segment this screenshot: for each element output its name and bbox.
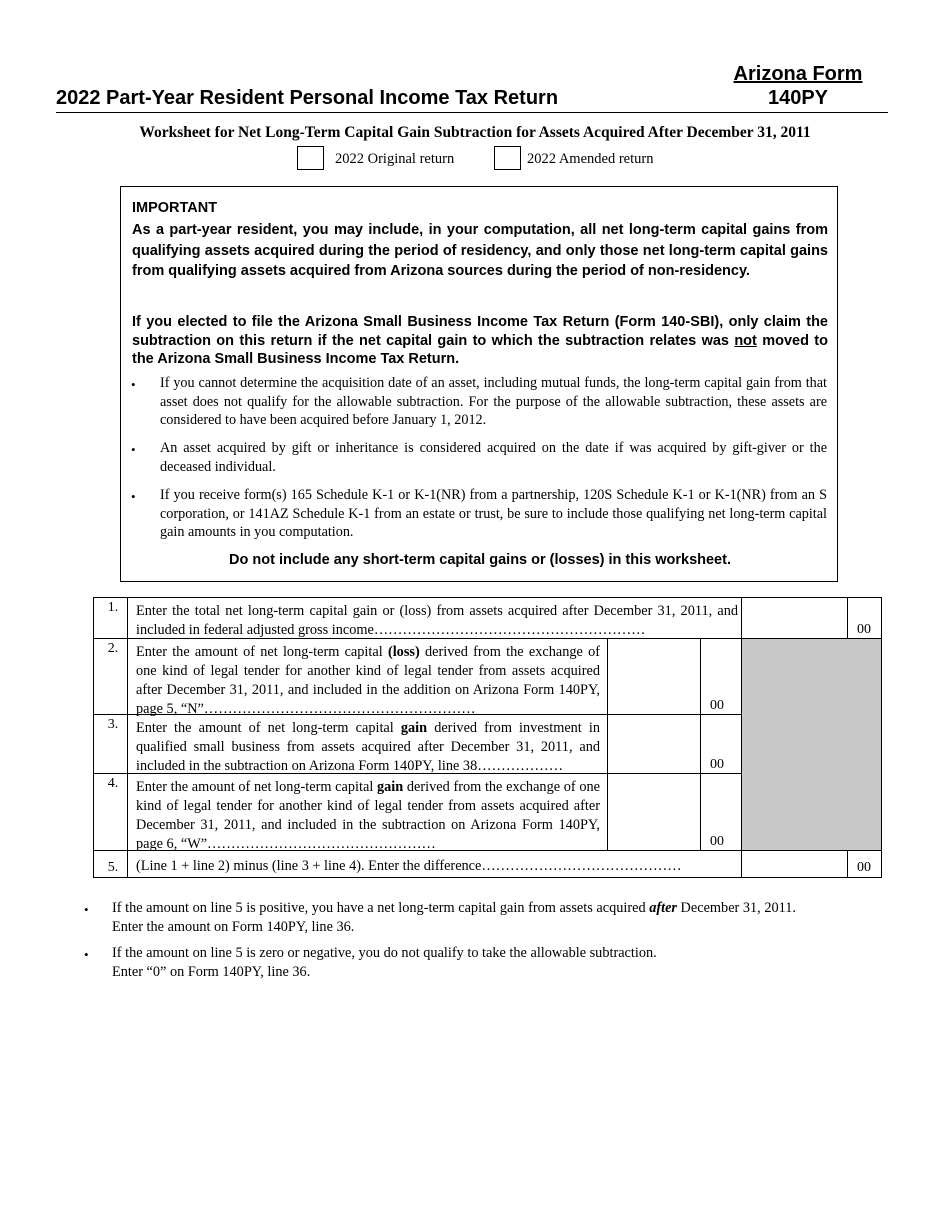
amended-return-checkbox[interactable] (494, 146, 521, 170)
line-4-text-b: derived from the exchange of one kind of legal tender for another kind of legal tender from assets acquired after December 31, 2011, and included in the subtraction on Arizona Form 140PY, page 6, “W” (136, 779, 600, 852)
note-2-text-a: If the amount on line 5 is zero or negative, you do not qualify to take the allowable subtraction. (112, 945, 657, 961)
line-5-text: (Line 1 + line 2) minus (line 3 + line 4). Enter the difference (136, 858, 482, 874)
line-3-text-a: Enter the amount of net long-term capital (136, 720, 401, 736)
line-2-text-b: derived from the exchange of one kind of legal tender for another kind of legal tender from assets acquired after December 31, 2011, and included in the addition on Arizona Form 140PY, page 5, “N” (136, 644, 600, 717)
line-4-dollars-input[interactable] (608, 774, 699, 849)
note-2-text-b: Enter “0” on Form 140PY, line 36. (112, 963, 311, 980)
bullet-icon: • (131, 442, 136, 457)
line-5-leader: …………………………………… (481, 858, 682, 874)
worksheet-title: Worksheet for Net Long-Term Capital Gain Subtraction for Assets Acquired After December 31, 2011 (139, 124, 811, 141)
line-3-text-b: derived from investment in qualified small business from assets acquired after December 31, 2011, and included in the subtraction on Arizona Form 140PY, line 38 (136, 720, 601, 774)
form-number: 140PY (767, 87, 829, 109)
bullet-icon: • (84, 947, 89, 962)
para2-text-a: If you elected to file the Arizona Small Business Income Tax Return (Form 140-SBI), only claim the subtraction on this return if the net capital gain to which the subtraction relates was (132, 314, 828, 349)
line-5-cents: 00 (857, 860, 871, 875)
bullet-icon: • (131, 377, 136, 392)
line-text (136, 602, 738, 640)
line-5-dollars-input[interactable] (742, 851, 846, 876)
important-bullet-3: If you receive form(s) 165 Schedule K-1 or K-1(NR) from a partnership, 120S Schedule K-1 or K-1(NR) from an S corporation, or 141AZ Schedule K-1 from an estate or trust, be sure to include those qualifying net long-term capital gain amounts in you computation. (160, 487, 827, 540)
table-rule (700, 638, 701, 850)
line-2-leader: ………………………………………………… (203, 701, 476, 717)
line-4-leader: ………………………………………… (207, 836, 436, 852)
line-text (136, 719, 600, 776)
table-rule (741, 597, 742, 878)
form-name-line1: Arizona Form (733, 63, 863, 85)
table-rule (93, 597, 94, 878)
para2-text-b: moved to the Arizona Small Business Income Tax Return. (132, 332, 828, 367)
line-number: 5. (107, 860, 119, 875)
page-title: 2022 Part-Year Resident Personal Income Tax Return (56, 87, 559, 109)
original-return-label: 2022 Original return (335, 151, 455, 167)
note-1-text-a: If the amount on line 5 is positive, you have a net long-term capital gain from assets acquired (112, 900, 650, 916)
line-3-leader: ……………… (477, 758, 564, 774)
note-1-emphasis: after (649, 900, 677, 916)
shaded-cell (741, 639, 881, 851)
line-1-dollars-input[interactable] (742, 598, 846, 637)
form-name (718, 62, 878, 110)
line-number: 1. (107, 600, 119, 615)
line-number: 4. (107, 776, 119, 791)
note-1-text-c: Enter the amount on Form 140PY, line 36. (112, 918, 355, 935)
line-3-bold: gain (400, 720, 428, 736)
note-1-text-b: December 31, 2011. (676, 900, 796, 916)
line-1-text: Enter the total net long-term capital gain or (loss) from assets acquired after December 31, 2011, and included in federal adjusted gross income (136, 603, 738, 638)
para2-underlined: not (734, 332, 757, 349)
important-footer: Do not include any short-term capital gains or (losses) in this worksheet. (229, 552, 731, 568)
line-number: 2. (107, 641, 119, 656)
line-2-bold: (loss) (387, 644, 420, 660)
important-paragraph-2 (132, 313, 828, 369)
line-2-text-a: Enter the amount of net long-term capital (136, 644, 388, 660)
line-1-leader: ………………………………………………… (373, 622, 646, 638)
table-rule (93, 877, 881, 878)
header-divider (56, 112, 888, 113)
line-text (136, 778, 600, 854)
line-3-dollars-input[interactable] (608, 715, 699, 772)
line-number: 3. (107, 717, 119, 732)
line-1-cents: 00 (857, 622, 871, 637)
bullet-icon: • (84, 902, 89, 917)
line-2-cents: 00 (710, 698, 724, 713)
footer-note-2 (112, 944, 892, 981)
amended-return-label: 2022 Amended return (527, 151, 654, 167)
line-4-text-a: Enter the amount of net long-term capital (136, 779, 377, 795)
original-return-checkbox[interactable] (297, 146, 324, 170)
important-heading: IMPORTANT (132, 200, 218, 216)
bullet-icon: • (131, 489, 136, 504)
important-bullet-2: An asset acquired by gift or inheritance is considered acquired on the date if was acquired by gift-giver or the deceased individual. (160, 440, 827, 475)
important-bullet-1: If you cannot determine the acquisition date of an asset, including mutual funds, the long-term capital gain from that asset does not qualify for the allowable subtraction. For the purpose of the allowable subtraction, these assets are considered to have been acquired before January 1, 2012. (160, 375, 827, 428)
important-paragraph-1: As a part-year resident, you may include, in your computation, all net long-term capital gains from qualifying assets acquired during the period of residency, and only those net long-term capital gains from qualifying assets acquired from Arizona sources during the period of non-residency. (132, 222, 828, 279)
footer-note-1 (112, 899, 892, 936)
line-2-dollars-input[interactable] (608, 639, 699, 713)
line-4-bold: gain (376, 779, 404, 795)
line-4-cents: 00 (710, 834, 724, 849)
line-text (136, 643, 600, 719)
line-text (136, 857, 736, 876)
table-rule (881, 597, 882, 878)
line-3-cents: 00 (710, 757, 724, 772)
